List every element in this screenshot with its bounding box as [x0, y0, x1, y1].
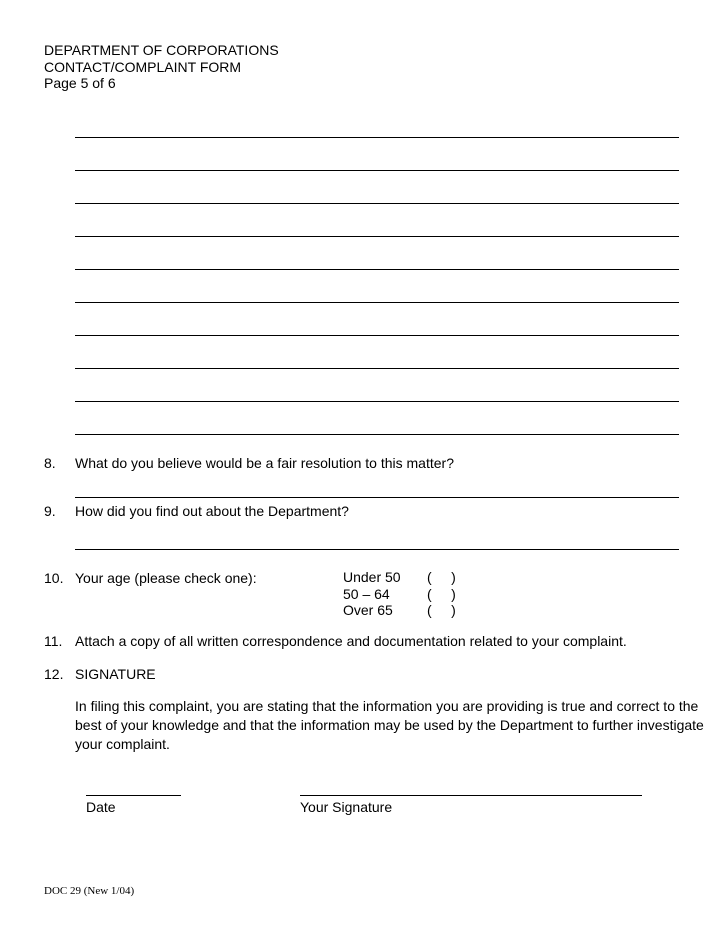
signature-line[interactable] [300, 795, 642, 796]
age-option-50-64: 50 – 64 [343, 585, 390, 602]
signature-label: Your Signature [300, 799, 393, 815]
department-title: DEPARTMENT OF CORPORATIONS [44, 42, 279, 58]
question-9-number: 9. [44, 503, 56, 519]
question-8-number: 8. [44, 455, 56, 471]
page-number: Page 5 of 6 [44, 75, 116, 91]
question-8-answer-line[interactable] [75, 497, 679, 498]
question-10-text: Your age (please check one): [75, 570, 257, 586]
question-10-number: 10. [44, 570, 64, 586]
answer-line[interactable] [75, 170, 679, 171]
age-option-under-50: Under 50 [343, 569, 401, 585]
answer-line[interactable] [75, 302, 679, 303]
date-line[interactable] [86, 795, 181, 796]
age-checkbox-under-50[interactable]: ( ) [427, 569, 456, 585]
answer-line[interactable] [75, 203, 679, 204]
answer-line[interactable] [75, 434, 679, 435]
answer-line[interactable] [75, 401, 679, 402]
age-checkbox-50-64[interactable]: ( ) [427, 585, 456, 602]
answer-line[interactable] [75, 137, 679, 138]
age-checkbox-over-65[interactable]: ( ) [427, 602, 456, 618]
form-header [44, 42, 279, 92]
answer-line[interactable] [75, 269, 679, 270]
question-12-number: 12. [44, 666, 64, 682]
question-8-text: What do you believe would be a fair resolution to this matter? [75, 455, 454, 471]
answer-line[interactable] [75, 236, 679, 237]
signature-statement: In filing this complaint, you are stating that the information you are providing is true and correct to the best of your knowledge and that the information may be used by the Department to further investigate your complaint. [75, 698, 704, 752]
form-code: DOC 29 (New 1/04) [44, 885, 135, 897]
question-9-text: How did you find out about the Department? [75, 503, 349, 519]
answer-line[interactable] [75, 335, 679, 336]
age-option-over-65: Over 65 [343, 602, 393, 618]
answer-line[interactable] [75, 368, 679, 369]
question-11-number: 11. [44, 633, 63, 649]
question-11-text: Attach a copy of all written correspondence and documentation related to your complaint. [75, 633, 627, 649]
question-9-answer-line[interactable] [75, 549, 679, 550]
form-title: CONTACT/COMPLAINT FORM [44, 58, 242, 75]
date-label: Date [86, 799, 116, 815]
question-12-text: SIGNATURE [75, 666, 156, 682]
